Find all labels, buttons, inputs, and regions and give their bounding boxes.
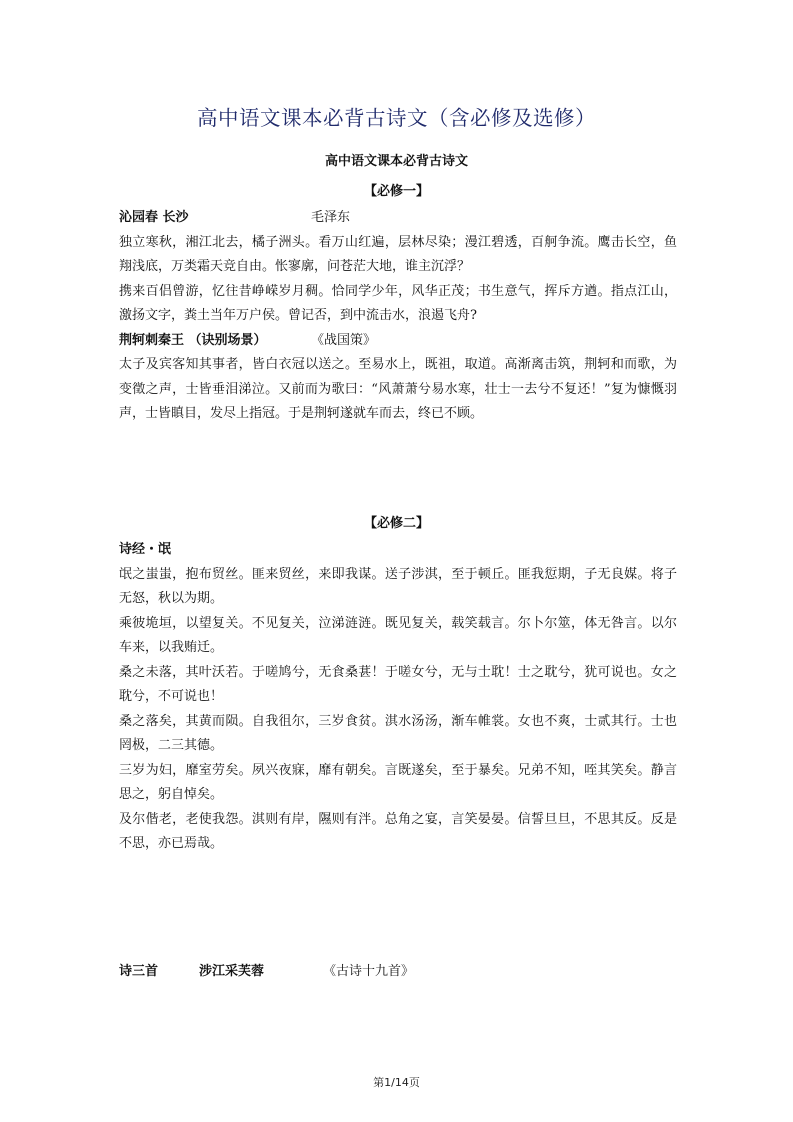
piece-title: 荆轲刺秦王 （诀别场景） bbox=[119, 332, 267, 348]
paragraph: 太子及宾客知其事者，皆白衣冠以送之。至易水上，既祖，取道。高渐离击筑，荆轲和而歌，为变徵之声，士皆垂泪涕泣。又前而为歌曰：“风萧萧兮易水寒，壮士一去兮不复还！”复为慷慨羽声，士皆瞋目，发尽上指冠。于是荆轲遂就车而去，终已不顾。 bbox=[119, 357, 677, 421]
paragraph: 三岁为妇，靡室劳矣。夙兴夜寐，靡有朝矣。言既遂矣，至于暴矣。兄弟不知，咥其笑矣。静言思之，躬自悼矣。 bbox=[119, 762, 677, 802]
document-title: 高中语文课本必背古诗文（含必修及选修） bbox=[197, 106, 596, 130]
page-indicator: 第1/14页 bbox=[373, 1076, 420, 1089]
piece-title: 沁园春 长沙 bbox=[119, 210, 189, 225]
paragraph: 独立寒秋，湘江北去，橘子洲头。看万山红遍，层林尽染；漫江碧透，百舸争流。鹰击长空，鱼翔浅底，万类霜天竞自由。怅寥廓，问苍茫大地，谁主沉浮？ bbox=[119, 234, 677, 274]
piece-title: 诗三首 bbox=[119, 964, 159, 979]
section-heading-bixiu-1: 【必修一】 bbox=[363, 184, 429, 199]
piece-heading bbox=[119, 538, 677, 563]
paragraph: 携来百侣曾游，忆往昔峥嵘岁月稠。恰同学少年，风华正茂；书生意气，挥斥方遒。指点江山，激扬文字，粪土当年万户侯。曾记否，到中流击水，浪遏飞舟? bbox=[119, 283, 677, 323]
piece-heading bbox=[119, 329, 677, 354]
section-heading-bixiu-2: 【必修二】 bbox=[363, 516, 429, 531]
paragraph: 乘彼垝垣，以望复关。不见复关，泣涕涟涟。既见复关，载笑载言。尔卜尔筮，体无咎言。以尔车来，以我贿迁。 bbox=[119, 615, 677, 655]
piece-heading bbox=[119, 960, 414, 979]
piece-author: 《古诗十九首》 bbox=[323, 964, 415, 979]
paragraph: 桑之未落，其叶沃若。于嗟鸠兮，无食桑葚！于嗟女兮，无与士耽！士之耽兮，犹可说也。女之耽兮，不可说也！ bbox=[119, 664, 677, 704]
paragraph: 及尔偕老，老使我怨。淇则有岸，隰则有泮。总角之宴，言笑晏晏。信誓旦旦，不思其反。反是不思，亦已焉哉。 bbox=[119, 811, 677, 851]
section-1-content bbox=[119, 206, 677, 427]
paragraph: 桑之落矣，其黄而陨。自我徂尔，三岁食贫。淇水汤汤，渐车帷裳。女也不爽，士贰其行。士也罔极，二三其德。 bbox=[119, 713, 677, 753]
piece-subtitle: 涉江采芙蓉 bbox=[199, 964, 265, 979]
document-subtitle: 高中语文课本必背古诗文 bbox=[324, 154, 468, 169]
piece-heading bbox=[119, 206, 677, 231]
paragraph: 氓之蚩蚩，抱布贸丝。匪来贸丝，来即我谋。送子涉淇，至于顿丘。匪我愆期，子无良媒。将子无怒，秋以为期。 bbox=[119, 566, 677, 606]
piece-author: 《战国策》 bbox=[311, 332, 377, 348]
piece-title: 诗经・氓 bbox=[119, 542, 172, 557]
section-2-content bbox=[119, 538, 677, 857]
piece-author: 毛泽东 bbox=[311, 210, 351, 225]
